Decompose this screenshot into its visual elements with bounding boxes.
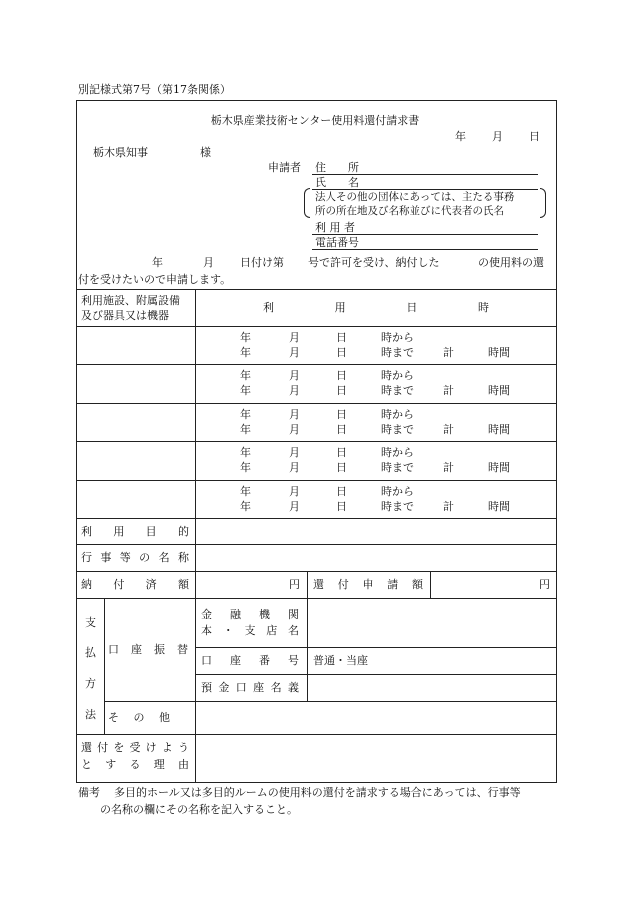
hline [76, 571, 557, 572]
form-id: 別記様式第7号（第17条関係） [78, 83, 231, 96]
payment-method-char-4: 法 [85, 708, 96, 721]
reason-label-2: と す る 理 由 [81, 758, 189, 771]
datetime-to-3-3: 日 [336, 423, 347, 436]
datetime-to-4-4: 時まで [381, 461, 414, 474]
applicant-phone-label: 電話番号 [315, 236, 359, 249]
hline [76, 289, 557, 290]
hline [76, 403, 557, 404]
refund-yen: 円 [539, 578, 550, 591]
bank-label-2: 本 ・ 支 店 名 [201, 624, 299, 637]
date-day: 日 [529, 130, 540, 143]
datetime-from-5-1: 年 [240, 485, 251, 498]
datetime-to-4-5: 計 [443, 461, 454, 474]
datetime-to-5-6: 時間 [488, 500, 510, 513]
hline [76, 544, 557, 545]
hline [104, 701, 557, 702]
date-month: 月 [492, 130, 503, 143]
datetime-from-4-1: 年 [240, 446, 251, 459]
corp-note-2: 所の所在地及び名称並びに代表者の氏名 [315, 205, 504, 217]
payment-method-char-1: 支 [85, 616, 96, 629]
hline [195, 647, 557, 648]
applicant-name-line[interactable] [312, 189, 538, 190]
purpose-label: 利 用 目 的 [81, 525, 189, 538]
payment-method-char-2: 払 [85, 646, 96, 659]
datetime-to-5-2: 月 [289, 500, 300, 513]
datetime-to-2-2: 月 [289, 384, 300, 397]
datetime-to-1-5: 計 [443, 346, 454, 359]
paid-yen: 円 [289, 578, 300, 591]
datetime-to-2-1: 年 [240, 384, 251, 397]
datetime-to-1-2: 月 [289, 346, 300, 359]
datetime-from-1-3: 日 [336, 331, 347, 344]
body-permit-text: 号で許可を受け、納付した [308, 256, 440, 269]
datetime-from-3-1: 年 [240, 408, 251, 421]
datetime-to-2-6: 時間 [488, 384, 510, 397]
datetime-to-1-6: 時間 [488, 346, 510, 359]
event-label: 行 事 等 の 名 称 [81, 551, 189, 564]
account-type[interactable]: 普通・当座 [313, 654, 368, 667]
applicant-label: 申請者 [268, 161, 301, 174]
applicant-name-label: 氏 名 [315, 176, 359, 189]
reason-label-1: 還 付 を 受 け よ う [81, 741, 189, 754]
remarks-line-2: の名称の欄にその名称を記入すること。 [100, 803, 298, 816]
datetime-header-char: 利 [263, 301, 274, 314]
bank-label-1: 金 融 機 関 [201, 608, 299, 621]
hline [76, 364, 557, 365]
datetime-from-2-1: 年 [240, 369, 251, 382]
datetime-to-2-3: 日 [336, 384, 347, 397]
datetime-to-4-6: 時間 [488, 461, 510, 474]
addressee-sama: 様 [200, 146, 211, 159]
datetime-from-3-4: 時から [381, 408, 414, 421]
datetime-from-4-3: 日 [336, 446, 347, 459]
datetime-to-2-5: 計 [443, 384, 454, 397]
datetime-to-1-4: 時まで [381, 346, 414, 359]
body-day-permit: 日付け第 [240, 256, 284, 269]
datetime-to-5-3: 日 [336, 500, 347, 513]
datetime-to-4-1: 年 [240, 461, 251, 474]
remarks-line-1: 多目的ホール又は多目的ルームの使用料の還付を請求する場合にあっては、行事等 [114, 786, 521, 799]
body-year: 年 [152, 256, 163, 269]
vline [195, 289, 196, 783]
datetime-from-1-1: 年 [240, 331, 251, 344]
transfer-label: 口 座 振 替 [108, 643, 188, 656]
datetime-header-char: 日 [406, 301, 418, 314]
hline [76, 441, 557, 442]
datetime-to-1-3: 日 [336, 346, 347, 359]
payment-method-char-3: 方 [85, 677, 96, 690]
applicant-phone-line[interactable] [312, 249, 538, 250]
remarks-label: 備考 [78, 786, 100, 799]
datetime-from-5-4: 時から [381, 485, 414, 498]
vline [430, 571, 431, 598]
datetime-to-5-5: 計 [443, 500, 454, 513]
datetime-to-2-4: 時まで [381, 384, 414, 397]
vline [104, 598, 105, 734]
datetime-to-3-5: 計 [443, 423, 454, 436]
corp-note-1: 法人その他の団体にあっては、主たる事務 [315, 191, 515, 203]
facility-header-1: 利用施設、附属設備 [81, 294, 180, 307]
account-no-label: 口 座 番 号 [201, 654, 299, 667]
datetime-to-5-1: 年 [240, 500, 251, 513]
body-month: 月 [203, 256, 214, 269]
paid-label: 納 付 済 額 [81, 578, 189, 591]
datetime-from-2-4: 時から [381, 369, 414, 382]
datetime-from-3-3: 日 [336, 408, 347, 421]
hline [76, 518, 557, 519]
applicant-user-line[interactable] [312, 234, 538, 235]
datetime-from-4-4: 時から [381, 446, 414, 459]
other-label: そ の 他 [108, 711, 170, 724]
datetime-to-3-6: 時間 [488, 423, 510, 436]
datetime-from-2-2: 月 [289, 369, 300, 382]
facility-header-2: 及び器具又は機器 [81, 309, 169, 322]
hline [195, 674, 557, 675]
bracket-right [540, 188, 546, 218]
vline [307, 598, 308, 701]
form-title: 栃木県産業技術センター使用料還付請求書 [210, 114, 420, 127]
datetime-from-1-4: 時から [381, 331, 414, 344]
refund-label: 還 付 申 請 額 [313, 578, 423, 591]
addressee: 栃木県知事 [93, 146, 148, 159]
datetime-from-5-3: 日 [336, 485, 347, 498]
datetime-to-4-2: 月 [289, 461, 300, 474]
datetime-from-5-2: 月 [289, 485, 300, 498]
datetime-to-4-3: 日 [336, 461, 347, 474]
applicant-address-line[interactable] [312, 174, 538, 175]
datetime-from-1-2: 月 [289, 331, 300, 344]
datetime-header-char: 用 [334, 301, 346, 314]
date-year: 年 [455, 130, 466, 143]
vline [307, 571, 308, 598]
body-fee-text: の使用料の還 [478, 256, 544, 269]
datetime-from-2-3: 日 [336, 369, 347, 382]
datetime-to-3-2: 月 [289, 423, 300, 436]
datetime-to-3-4: 時まで [381, 423, 414, 436]
holder-label: 預 金 口 座 名 義 [201, 681, 299, 694]
applicant-user-label: 利 用 者 [315, 221, 355, 234]
applicant-address-label: 住 所 [315, 161, 359, 174]
datetime-from-3-2: 月 [289, 408, 300, 421]
body-line-2: 付を受けたいので申請します。 [78, 273, 232, 286]
datetime-to-3-1: 年 [240, 423, 251, 436]
hline [76, 734, 557, 735]
hline [76, 598, 557, 599]
hline [76, 326, 557, 327]
datetime-from-4-2: 月 [289, 446, 300, 459]
bracket-left [304, 188, 310, 218]
hline [76, 480, 557, 481]
datetime-to-1-1: 年 [240, 346, 251, 359]
datetime-header-char: 時 [477, 301, 489, 314]
datetime-to-5-4: 時まで [381, 500, 414, 513]
datetime-header [263, 302, 489, 313]
